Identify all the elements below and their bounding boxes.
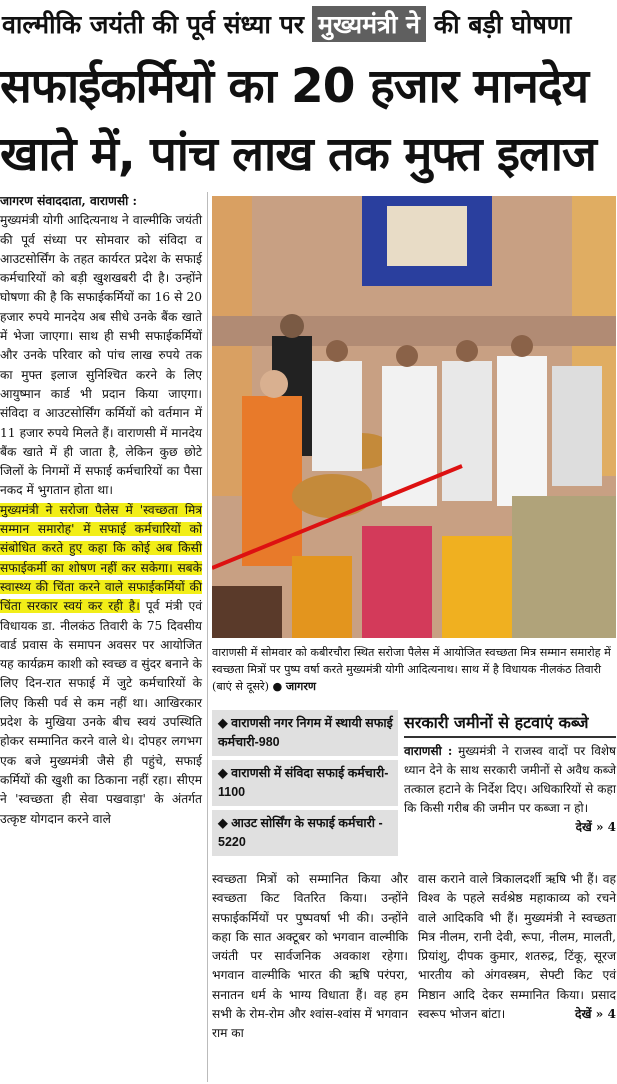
side-story	[404, 712, 616, 837]
side-story-text: मुख्यमंत्री ने राजस्व वादों पर विशेष ध्यान देने के साथ सरकारी जमीनों से अवैध कब्जे तत्काल हटाने के निर्देश दिए। अधिकारियों से कहा कि किसी गरीब की जमीन पर कब्जा न हो।	[404, 744, 616, 815]
stats-box	[212, 710, 398, 860]
photo-caption	[212, 644, 616, 695]
kicker-highlight: मुख्यमंत्री ने	[312, 6, 426, 42]
stat-bullet-icon: ◆	[218, 816, 232, 830]
event-photo	[212, 196, 616, 638]
side-story-title: सरकारी जमीनों से हटवाएं कब्जे	[404, 712, 616, 738]
stat-item: ◆ वाराणसी में संविदा सफाई कर्मचारी- 1100	[212, 760, 398, 806]
article-column-2: स्वच्छता मित्रों को सम्मानित किया और स्वच्छता किट वितरित किया। उन्होंने सफाईकर्मियों पर पुष्पवर्षा भी की। उन्होंने कहा कि सात अक्टूबर को भगवान वाल्मीकि जयंती पर सार्वजनिक अवकाश रहेगा। भगवान वाल्मीकि भारत की ऋषि परंपरा, सनातन धर्म के भाग्य विधाता हैं। वह हम सभी के रोम-रोम और श्वांस-श्वांस में भगवान राम का	[212, 872, 408, 1041]
kicker	[0, 2, 617, 46]
credit-logo: जागरण	[285, 680, 317, 693]
article-column-1	[0, 192, 202, 829]
article-para1: मुख्यमंत्री योगी आदित्यनाथ ने वाल्मीकि जयंती की पूर्व संध्या पर सोमवार को संविदा व आउटसोर्सिंग के तहत कार्यरत प्रदेश के सफाई कर्मचारियों को बड़ी खुशखबरी दी है। उन्होंने घोषणा की है कि सफाईकर्मियों का 16 से 20 हजार रुपये मानदेय अब सीधे उनके बैंक खाते में भेजा जाएगा। साथ ही सभी सफाईकर्मियों और उनके परिवार को पांच लाख रुपये तक का मुफ्त इलाज सुनिश्चित करने के लिए आयुष्मान कार्ड भी प्रदान किया जाएगा। संविदा व आउटसोर्सिंग कर्मियों को वर्तमान में 11 हजार रुपये मिलते हैं। वाराणसी में मानदेय बैंक खाते में ही जाता है, लेकिन कुछ छोटे जिलों के निगमों में सफाई कर्मचारियों का पैसा नकद में भुगतान होता था।	[0, 213, 202, 498]
side-story-byline: वाराणसी :	[404, 744, 453, 758]
stat-item: ◆ वाराणसी नगर निगम में स्थायी सफाई कर्मचारी-980	[212, 710, 398, 756]
article-col3-text: वास कराने वाले त्रिकालदर्शी ऋषि भी हैं। वह विश्व के पहले सर्वश्रेष्ठ महाकाव्य को रचने वाले आदिकवि भी हैं। मुख्यमंत्री ने स्वच्छता मित्र नीलम, रानी देवी, रूपा, नीलम, मालती, प्रियांशु, दीपक कुमार, शतरुद्र, टिंकू, सूरज भारतीय को अंगवस्त्रम, सेफ्टी किट एवं मिष्ठान आदि देकर सम्मानित किया। प्रसाद स्वरूप भोजन बांटा।	[418, 872, 616, 1022]
article-para2-highlight: मुख्यमंत्री ने सरोजा पैलेस में 'स्वच्छता मित्र सम्मान समारोह' में सफाई कर्मचारियों को संबोधित करते हुए कहा कि कोई अब किसी सफाईकर्मी का शोषण नहीं कर सकेगा। सबके स्वास्थ्य की चिंता करने वाले सफाईकर्मियों की चिंता सरकार स्वयं कर रही है।	[0, 502, 202, 614]
caption-text: वाराणसी में सोमवार को कबीरचौरा स्थित सरोजा पैलेस में आयोजित स्वच्छता मित्र सम्मान समारोह में स्वच्छता मित्रों पर पुष्प वर्षा करते मुख्यमंत्री योगी आदित्यनाथ। साथ में है विधायक नीलकंठ तिवारी (बाएं से दूसरे)	[212, 646, 611, 693]
photo-illustration	[212, 196, 616, 638]
kicker-part1: वाल्मीकि जयंती की पूर्व संध्या पर	[2, 10, 304, 39]
see-page-link[interactable]: देखें » 4	[574, 1007, 616, 1022]
kicker-part2: की बड़ी घोषणा	[433, 10, 572, 39]
side-story-body	[404, 742, 616, 834]
headline-line2: खाते में, पांच लाख तक मुफ्त इलाज	[0, 127, 596, 182]
article-para2: पूर्व मंत्री एवं विधायक डा. नीलकंठ तिवारी के 75 दिवसीय वार्ड प्रवास के समापन अवसर पर आयोजित यह कार्यक्रम काशी को स्वच्छ व सुंदर बनाने के लिए दिन-रात सफाई में जुटे कर्मचारियों के लिए किसी पर्व से कम नहीं था। आखिरकार प्रदेश के मुखिया उनके बीच स्वयं उपस्थिति होकर सम्मानित करने वाले थे। दोपहर लगभग एक बजे मुख्यमंत्री जैसे ही पहुंचे, सफाई कर्मियों की खुशी का ठिकाना नहीं रहा। सीएम ने 'स्वच्छता ही सेवा पखवाड़ा' के अंतर्गत उत्कृष्ट योगदान करने वाले	[0, 599, 202, 826]
stat-bullet-icon: ◆	[218, 766, 232, 780]
stat-item: ◆ आउट सोर्सिंग के सफाई कर्मचारी - 5220	[212, 810, 398, 856]
column-divider	[207, 192, 208, 1082]
headline-line1: सफाईकर्मियों का 20 हजार मानदेय	[0, 59, 588, 114]
article-column-3	[418, 870, 616, 1024]
stat-bullet-icon: ◆	[218, 716, 232, 730]
see-page-link[interactable]: देखें » 4	[575, 820, 616, 834]
camera-icon: ●	[272, 680, 283, 693]
byline: जागरण संवाददाता, वाराणसी :	[0, 194, 137, 208]
